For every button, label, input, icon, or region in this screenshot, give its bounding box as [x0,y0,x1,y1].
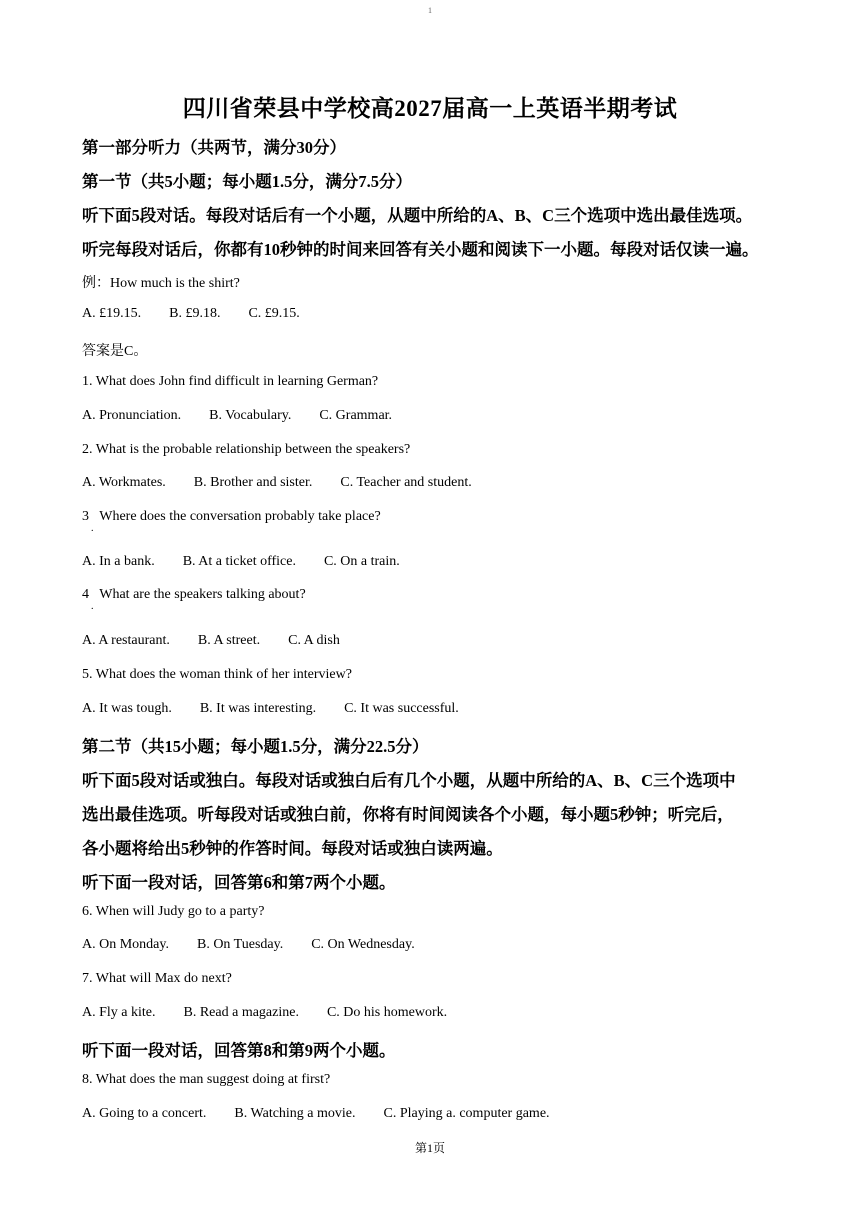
option: C. £9.15. [248,306,300,321]
question-1 [82,374,378,390]
question-1-options [82,408,420,424]
question-number: 2. [82,442,93,457]
question-4 [82,587,306,612]
section2-heading: 第二节（共15小题；每小题1.5分，满分22.5分） [82,737,429,756]
section2-instructions-line2: 选出最佳选项。听每段对话或独白前，你将有时间阅读各个小题，每小题5秒钟；听完后， [82,805,734,824]
option: B. Watching a movie. [234,1106,356,1121]
question-4-options [82,633,368,649]
section2-instructions-line3: 各小题将给出5秒钟的作答时间。每段对话或独白读两遍。 [82,839,503,858]
part1-heading: 第一部分听力（共两节，满分30分） [82,138,346,157]
option: B. On Tuesday. [196,937,284,952]
option: C. On a train. [323,554,400,569]
section1-heading: 第一节（共5小题；每小题1.5分，满分7.5分） [82,172,412,191]
option: A. On Monday. [82,937,169,952]
option: A. In a bank. [82,554,155,569]
option: B. £9.18. [169,306,221,321]
option: B. Read a magazine. [183,1005,299,1020]
question-3 [82,509,381,534]
question-number: 3 [82,509,89,524]
question-text: What are the speakers talking about? [99,587,306,602]
question-number: 1. [82,374,93,389]
option: A. It was tough. [82,701,172,716]
option: B. Vocabulary. [209,408,292,423]
option: C. A dish [288,633,340,648]
dialog-8-9-intro: 听下面一段对话，回答第8和第9两个小题。 [82,1041,396,1060]
question-text: What does the woman think of her interview? [95,667,352,682]
option: A. Workmates. [82,475,166,490]
option: C. On Wednesday. [311,937,415,952]
option: B. A street. [197,633,261,648]
section1-instructions-line2: 听完每段对话后，你都有10秒钟的时间来回答有关小题和阅读下一小题。每段对话仅读一遍。 [82,240,759,259]
question-7-options [82,1005,475,1021]
question-number: 4 [82,587,89,602]
question-2 [82,442,410,458]
question-number-wrap [82,509,96,534]
option: A. Fly a kite. [82,1005,156,1020]
section1-instructions-line1: 听下面5段对话。每段对话后有一个小题，从题中所给的A、B、C三个选项中选出最佳选项。 [82,206,753,225]
option: A. Pronunciation. [82,408,182,423]
number-dot: . [91,601,94,612]
option: B. Brother and sister. [193,475,313,490]
question-text: Where does the conversation probably take place? [99,509,381,524]
exam-title: 四川省荣县中学校高2027届高一上英语半期考试 [182,96,678,121]
question-7: 7. What will Max do next? [82,971,232,986]
question-5-options [82,701,487,717]
question-6: 6. When will Judy go to a party? [82,904,265,919]
question-5 [82,667,352,683]
question-number: 5. [82,667,93,682]
option: C. Do his homework. [326,1005,448,1020]
option: B. At a ticket office. [182,554,296,569]
number-dot: . [91,523,94,534]
question-number-wrap [82,587,96,612]
question-8-options [82,1106,578,1122]
option: A. A restaurant. [82,633,170,648]
dialog-6-7-intro: 听下面一段对话，回答第6和第7两个小题。 [82,873,396,892]
question-text: What is the probable relationship between the speakers? [95,442,411,457]
option: C. Playing a. computer game. [383,1106,550,1121]
example-options [82,306,328,322]
option: C. Grammar. [319,408,393,423]
option: B. It was interesting. [199,701,317,716]
question-text: What does John find difficult in learning German? [95,374,379,389]
section2-instructions-line1: 听下面5段对话或独白。每段对话或独白后有几个小题，从题中所给的A、B、C三个选项中 [82,771,736,790]
example-question: 例：How much is the shirt? [82,276,240,291]
top-page-number: 1 [428,6,432,15]
option: A. Going to a concert. [82,1106,207,1121]
page-footer: 第1页 [414,1141,445,1155]
question-6-options [82,937,443,953]
option: C. Teacher and student. [340,475,472,490]
question-3-options [82,554,428,570]
example-answer: 答案是C。 [82,344,148,359]
question-8: 8. What does the man suggest doing at first? [82,1072,331,1087]
question-2-options [82,475,500,491]
option: A. £19.15. [82,306,142,321]
option: C. It was successful. [344,701,459,716]
